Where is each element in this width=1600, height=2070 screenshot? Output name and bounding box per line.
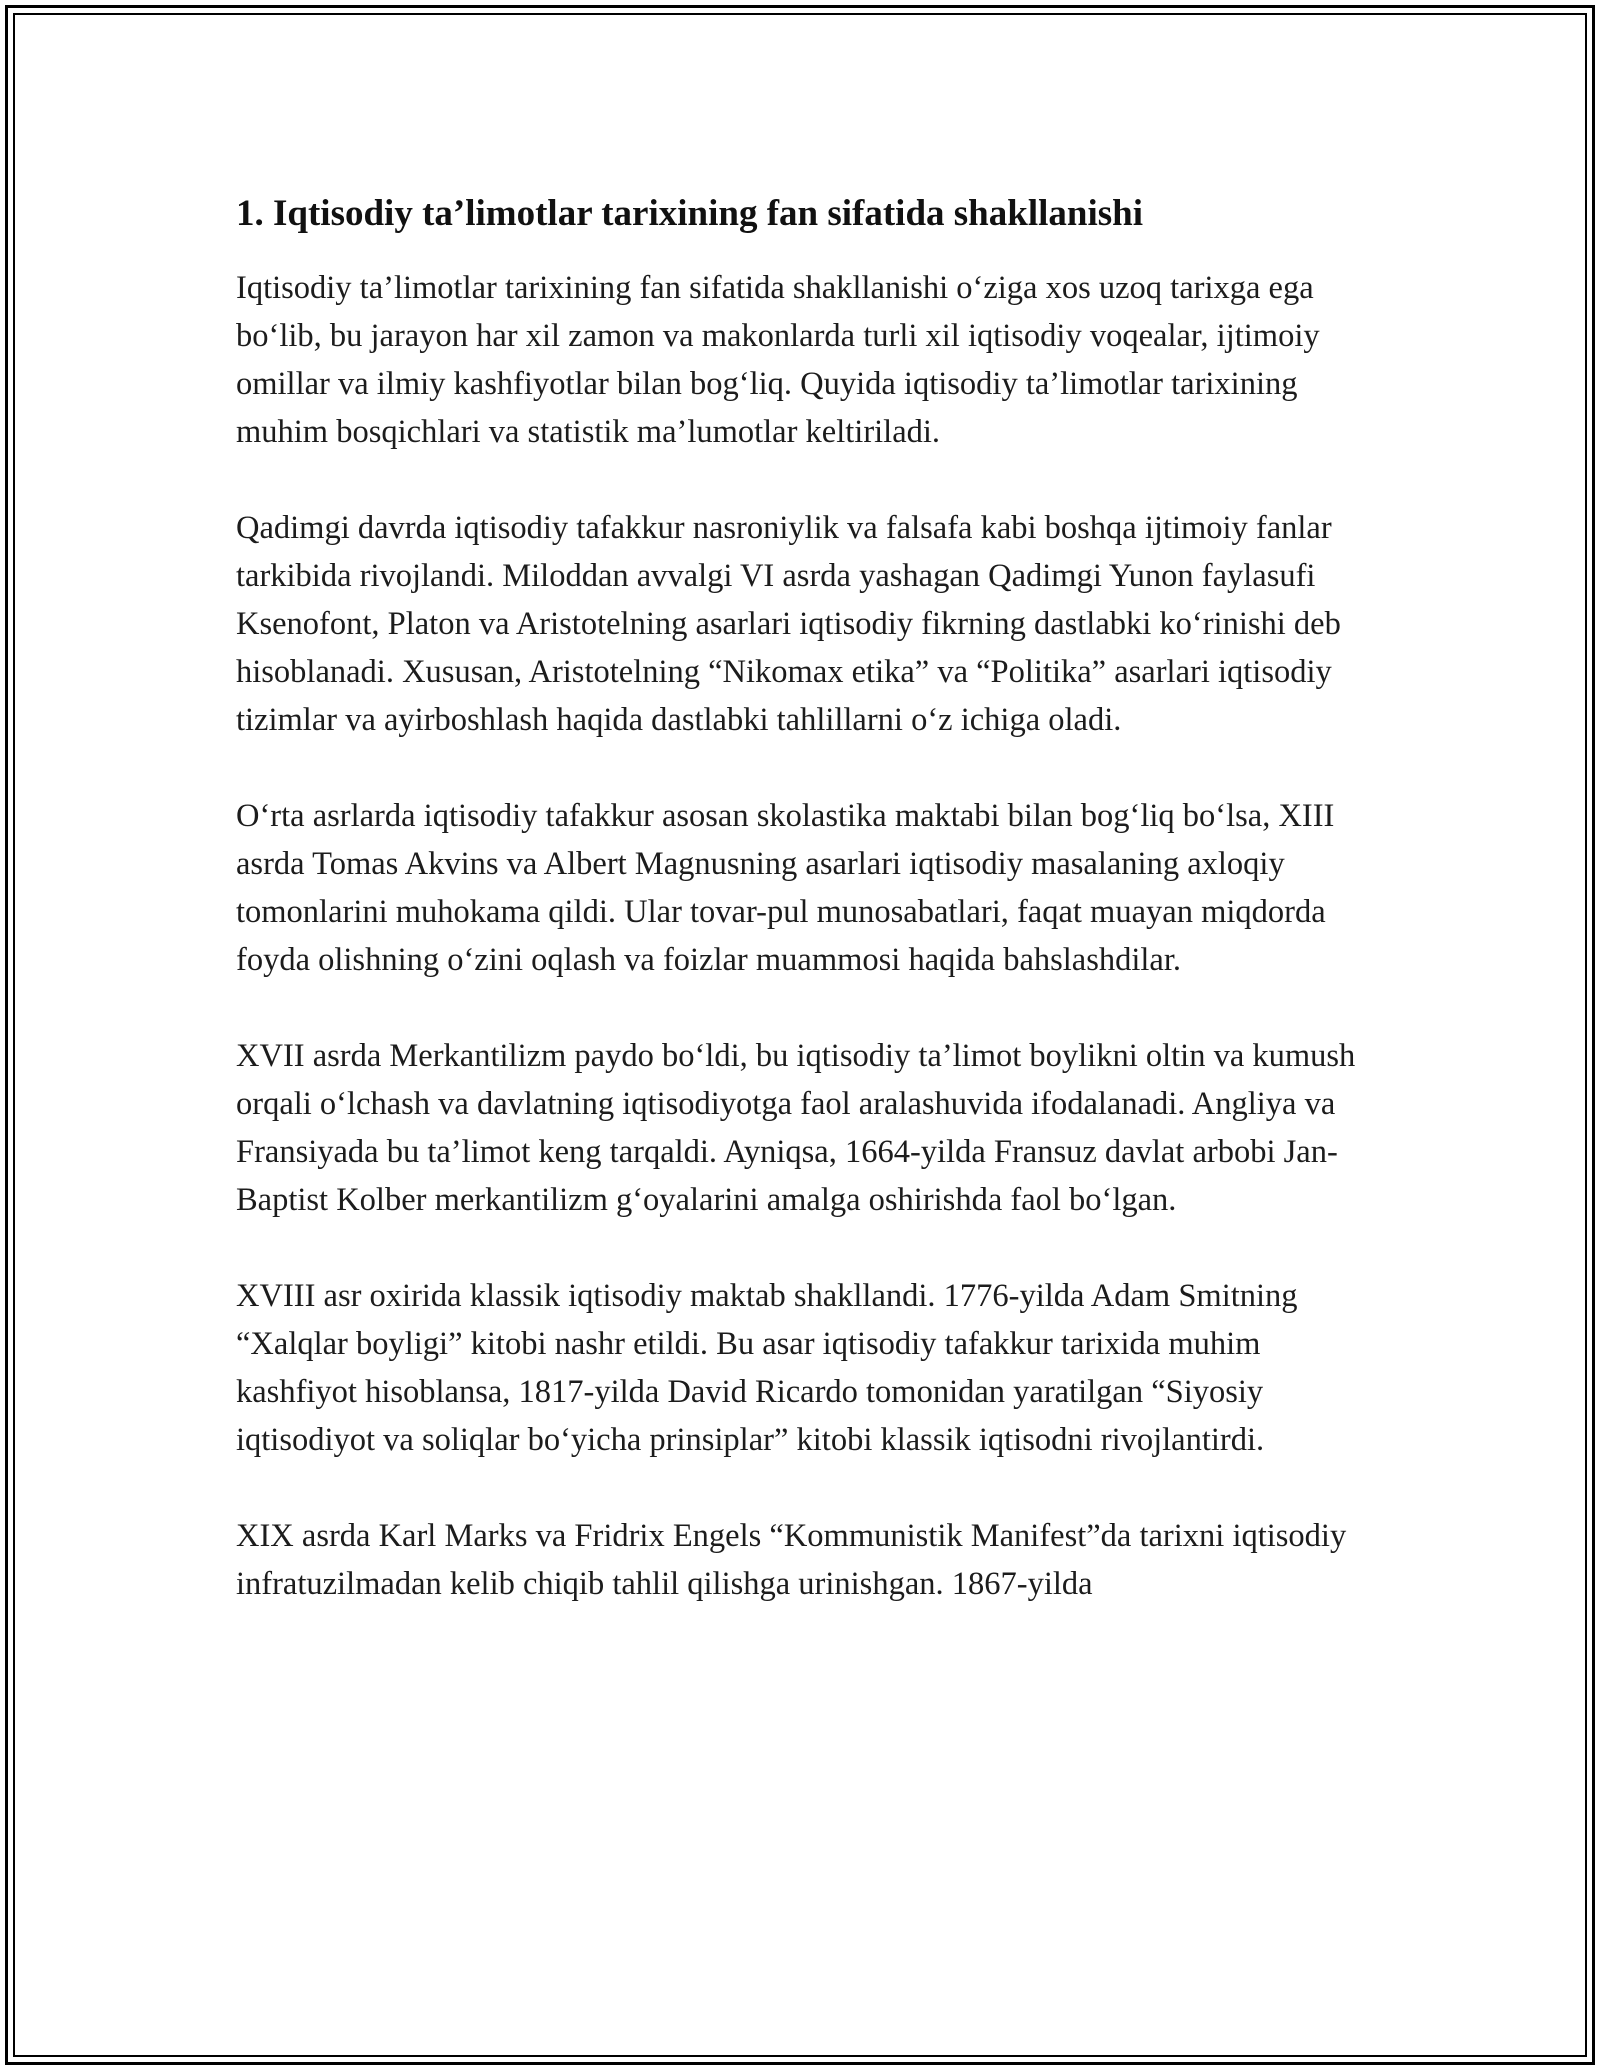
paragraph-middle-ages: O‘rta asrlarda iqtisodiy tafakkur asosan skolastika maktabi bilan bog‘liq bo‘lsa, XIII asrda Tomas Akvins va Albert Magnusning asarlari iqtisodiy masalaning axloqiy tomonlarini muhokama qildi. Ular tovar-pul munosabatlari, faqat muayan miqdorda foyda olishning o‘zini oqlash va foizlar muammosi haqida bahslashdilar.: [236, 798, 1335, 978]
paragraph-ancient-era: Qadimgi davrda iqtisodiy tafakkur nasroniylik va falsafa kabi boshqa ijtimoiy fanlar tarkibida rivojlandi. Miloddan avvalgi VI asrda yashagan Qadimgi Yunon faylasufi Ksenofont, Platon va Aristotelning asarlari iqtisodiy fikrning dastlabki ko‘rinishi deb hisoblanadi. Xususan, Aristotelning “Nikomax etika” va “Politika” asarlari iqtisodiy tizimlar va ayirboshlash haqida dastlabki tahlillarni o‘z ichiga oladi.: [236, 510, 1341, 738]
section-heading: 1. Iqtisodiy ta’limotlar tarixining fan sifatida shakllanishi: [236, 193, 1144, 234]
paragraph-classical-school: XVIII asr oxirida klassik iqtisodiy maktab shakllandi. 1776-yilda Adam Smitning “Xalqlar boyligi” kitobi nashr etildi. Bu asar iqtisodiy tafakkur tarixida muhim kashfiyot hisoblansa, 1817-yilda David Ricardo tomonidan yaratilgan “Siyosiy iqtisodiyot va soliqlar bo‘yicha prinsiplar” kitobi klassik iqtisodni rivojlantirdi.: [236, 1278, 1298, 1458]
paragraph-intro: Iqtisodiy ta’limotlar tarixining fan sifatida shakllanishi o‘ziga xos uzoq tarixga ega bo‘lib, bu jarayon har xil zamon va makonlarda turli xil iqtisodiy voqealar, ijtimoiy omillar va ilmiy kashfiyotlar bilan bog‘liq. Quyida iqtisodiy ta’limotlar tarixining muhim bosqichlari va statistik ma’lumotlar keltiriladi.: [236, 270, 1320, 450]
paragraph-nineteenth-century: XIX asrda Karl Marks va Fridrix Engels “Kommunistik Manifest”da tarixni iqtisodiy infratuzilmadan kelib chiqib tahlil qilishga urinishgan. 1867-yilda: [236, 1518, 1347, 1602]
paragraph-mercantilism: XVII asrda Merkantilizm paydo bo‘ldi, bu iqtisodiy ta’limot boylikni oltin va kumush orqali o‘lchash va davlatning iqtisodiyotga faol aralashuvida ifodalanadi. Angliya va Fransiyada bu ta’limot keng tarqaldi. Ayniqsa, 1664-yilda Fransuz davlat arbobi Jan-Baptist Kolber merkantilizm g‘oyalarini amalga oshirishda faol bo‘lgan.: [236, 1038, 1356, 1218]
document-body: [236, 186, 1366, 1656]
